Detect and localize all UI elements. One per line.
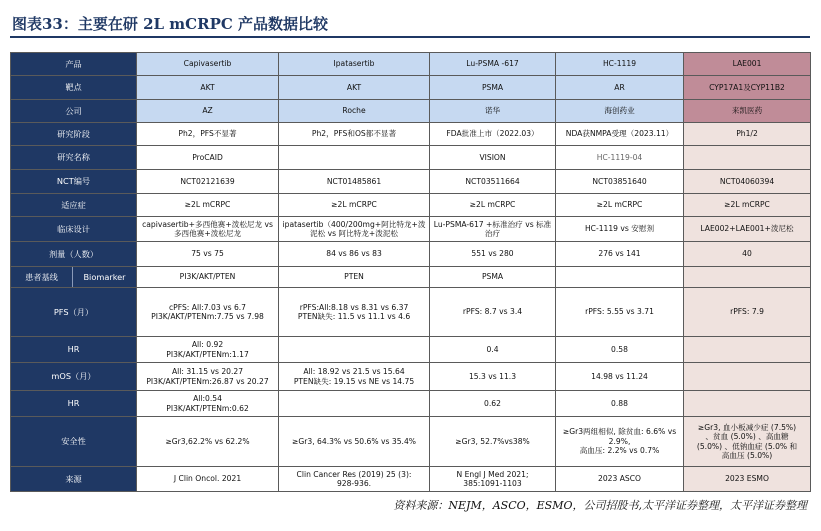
table-cell: J Clin Oncol. 2021 [137,467,279,492]
table-cell [684,337,811,363]
table-cell: 0.58 [556,337,684,363]
table-row [11,337,811,363]
table-row [11,391,811,417]
table-cell: All: 0.92 PI3K/AKT/PTENm:1.17 [137,337,279,363]
table-cell: PSMA [430,267,556,288]
table-row [11,123,811,146]
table-cell: PSMA [430,76,556,100]
table-row [11,100,811,123]
table-cell: HC-1119 [556,53,684,76]
table-cell: All: 31.15 vs 20.27 PI3K/AKT/PTENm:26.87 vs 20.27 [137,363,279,391]
table-cell: PTEN [279,267,430,288]
table-row [11,417,811,467]
table-cell: 0.62 [430,391,556,417]
table-cell: 诺华 [430,100,556,123]
table-cell: NCT02121639 [137,170,279,194]
table-cell: ≥2L mCRPC [279,194,430,217]
row-header: 来源 [11,467,137,492]
row-header: HR [11,391,137,417]
row-header: mOS（月） [11,363,137,391]
table-cell: All:0.54 PI3K/AKT/PTENm:0.62 [137,391,279,417]
table-cell: 海创药业 [556,100,684,123]
table-cell: 来凯医药 [684,100,811,123]
table-cell: ≥2L mCRPC [556,194,684,217]
table-cell: Lu-PSMA -617 [430,53,556,76]
table-row [11,267,811,288]
row-header: 靶点 [11,76,137,100]
table-cell: 2023 ESMO [684,467,811,492]
table-cell [556,267,684,288]
row-header: PFS（月） [11,288,137,337]
table-cell: cPFS: All:7.03 vs 6.7 PI3K/AKT/PTENm:7.75 vs 7.98 [137,288,279,337]
row-subheader: Biomarker [73,267,137,288]
table-cell: 276 vs 141 [556,242,684,267]
row-header: 研究名称 [11,146,137,170]
table-row [11,242,811,267]
table-cell: HC-1119 vs 安慰剂 [556,217,684,242]
table-cell: FDA批准上市（2022.03） [430,123,556,146]
table-cell: 0.88 [556,391,684,417]
table-row [11,363,811,391]
table-cell: rPFS: 7.9 [684,288,811,337]
table-cell: ipatasertib（400/200mg+阿比特龙+泼泥松 vs 阿比特龙+泼泥松 [279,217,430,242]
table-cell: PI3K/AKT/PTEN [137,267,279,288]
source-note: 资料来源：NEJM，ASCO，ESMO，公司招股书,太平洋证券整理，太平洋证券整理 [393,499,807,512]
table-cell: 551 vs 280 [430,242,556,267]
table-cell [684,146,811,170]
table-cell [684,267,811,288]
table-cell: NCT01485861 [279,170,430,194]
table-cell: Ph2，PFS不显著 [137,123,279,146]
table-row [11,146,811,170]
table-cell: Ipatasertib [279,53,430,76]
table-cell: AZ [137,100,279,123]
row-header: 适应症 [11,194,137,217]
table-cell: 75 vs 75 [137,242,279,267]
table-cell: capivasertib+多西他赛+泼松尼龙 vs 多西他赛+泼松尼龙 [137,217,279,242]
row-header: 产品 [11,53,137,76]
table-cell: ≥Gr3,62.2% vs 62.2% [137,417,279,467]
row-header: 研究阶段 [11,123,137,146]
table-cell: ≥Gr3, 64.3% vs 50.6% vs 35.4% [279,417,430,467]
row-header: HR [11,337,137,363]
row-header: 剂量（人数） [11,242,137,267]
table-cell: LAE002+LAE001+泼尼松 [684,217,811,242]
table-cell: Roche [279,100,430,123]
row-header: 患者基线 [11,267,73,288]
table-cell: rPFS: 8.7 vs 3.4 [430,288,556,337]
table-row [11,288,811,337]
table-cell: NDA获NMPA受理（2023.11） [556,123,684,146]
table-cell: ≥Gr3两组相似, 除贫血: 6.6% vs 2.9%, 高血压: 2.2% vs 0.7% [556,417,684,467]
table-row [11,76,811,100]
table-cell: NCT04060394 [684,170,811,194]
table-cell: ≥2L mCRPC [430,194,556,217]
table-cell: N Engl J Med 2021; 385:1091-1103 [430,467,556,492]
row-header: 安全性 [11,417,137,467]
table-cell: ProCAID [137,146,279,170]
table-cell: Lu-PSMA-617 +标准治疗 vs 标准治疗 [430,217,556,242]
table-cell: 84 vs 86 vs 83 [279,242,430,267]
table-cell: CYP17A1及CYP11B2 [684,76,811,100]
table-cell: ≥Gr3, 52.7%vs38% [430,417,556,467]
table-cell: HC-1119-04 [556,146,684,170]
table-cell: 2023 ASCO [556,467,684,492]
table-row [11,170,811,194]
table-cell: ≥2L mCRPC [684,194,811,217]
table-row [11,194,811,217]
table-cell: AR [556,76,684,100]
table-row [11,467,811,492]
table-cell: Clin Cancer Res (2019) 25 (3): 928-936. [279,467,430,492]
page-title: 图表33：主要在研 2L mCRPC 产品数据比较 [12,15,329,33]
table-cell: Capivasertib [137,53,279,76]
table-cell [279,391,430,417]
table-cell: LAE001 [684,53,811,76]
table-cell: All: 18.92 vs 21.5 vs 15.64 PTEN缺失: 19.15 vs NE vs 14.75 [279,363,430,391]
table-row [11,217,811,242]
table-cell: 0.4 [430,337,556,363]
table-cell: 14.98 vs 11.24 [556,363,684,391]
table-cell: rPFS: 5.55 vs 3.71 [556,288,684,337]
row-header: 临床设计 [11,217,137,242]
table-cell [684,363,811,391]
table-row [11,53,811,76]
table-cell [684,391,811,417]
table-cell: ≥Gr3, 血小板减少症 (7.5%) 、贫血 (5.0%) 、高血糖 (5.0%) 、低钠血症 (5.0% 和 高血压 (5.0%) [684,417,811,467]
table-cell: NCT03851640 [556,170,684,194]
table-cell: ≥2L mCRPC [137,194,279,217]
table-cell: AKT [279,76,430,100]
table-cell: VISION [430,146,556,170]
table-cell: Ph1/2 [684,123,811,146]
table-cell: AKT [137,76,279,100]
table-cell: 40 [684,242,811,267]
row-header: 公司 [11,100,137,123]
table-cell: rPFS:All:8.18 vs 8.31 vs 6.37 PTEN缺失: 11.5 vs 11.1 vs 4.6 [279,288,430,337]
row-header: NCT编号 [11,170,137,194]
title-bar [10,8,810,38]
table-cell: NCT03511664 [430,170,556,194]
comparison-table [10,52,811,492]
table-cell: Ph2，PFS和OS都不显著 [279,123,430,146]
table-cell [279,337,430,363]
table-cell: 15.3 vs 11.3 [430,363,556,391]
table-cell [279,146,430,170]
